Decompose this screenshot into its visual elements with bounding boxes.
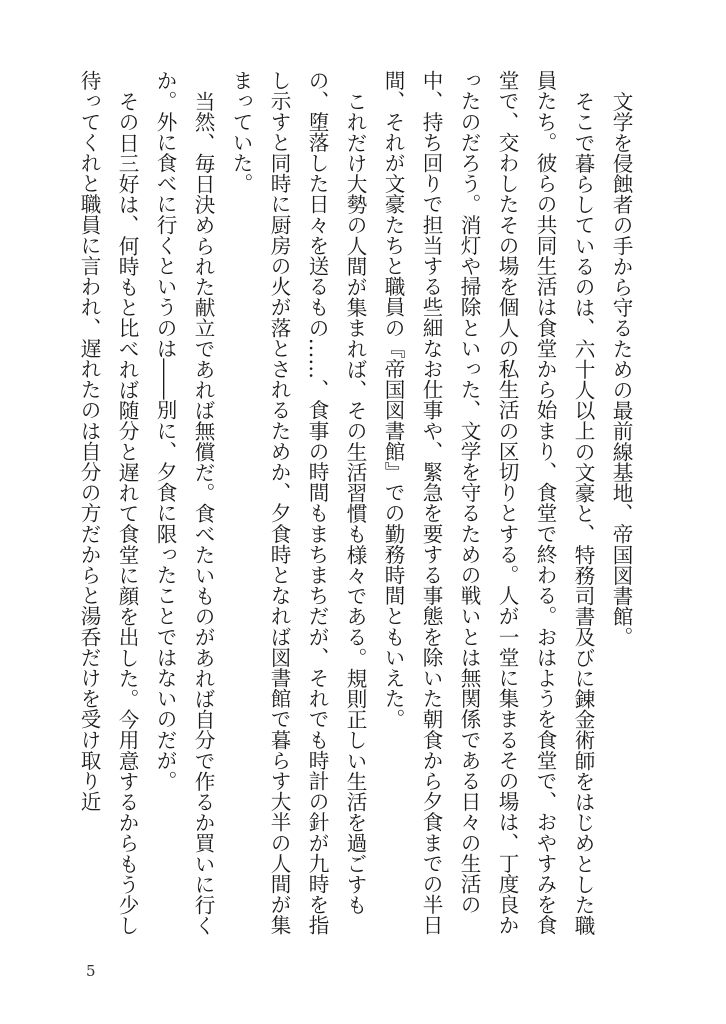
- paragraph-3: これだけ大勢の人間が集まれば、その生活習慣も様々である。規則正しい生活を過ごすもの、堕落した日々を送るもの……、食事の時間もまちまちだが、それでも時計の針が九時を指し示すと同時に厨房の火が落とされるためか、夕食時となれば図書館で暮らす大半の人間が集まっていた。: [229, 70, 367, 936]
- vertical-text-body: [77, 70, 640, 940]
- page-number: 5: [86, 962, 96, 980]
- paragraph-5: その日三好は、何時もと比べれば随分と遅れて食堂に顔を出した。今用意するからもう少し待ってくれと職員に言われ、遅れたのは自分の方だからと湯呑だけを受け取り近: [77, 70, 139, 936]
- paragraph-1: 文学を侵蝕者の手から守るための最前線基地、帝国図書館。: [609, 90, 633, 647]
- paragraph-4: 当然、毎日決められた献立であれば無償だ。食べたいものがあれば自分で作るか買いに行くか。外に食べに行くというのは――別に、夕食に限ったことではないのだが。: [153, 70, 215, 936]
- paragraph-2: そこで暮らしているのは、六十人以上の文豪と、特務司書及びに錬金術師をはじめとした職員たち。彼らの共同生活は食堂から始まり、食堂で終わる。おはようを食堂で、おやすみを食堂で、交わしたその場を個人の私生活の区切りとする。人が一堂に集まるその場は、丁度良かったのだろう。消灯や掃除といった、文学を守るための戦いとは無関係である日々の生活の中、持ち回りで担当する些細なお仕事や、緊急を要する事態を除いた朝食から夕食までの半日間、それが文豪たちと職員の『帝国図書館』での勤務時間ともいえた。: [381, 70, 595, 936]
